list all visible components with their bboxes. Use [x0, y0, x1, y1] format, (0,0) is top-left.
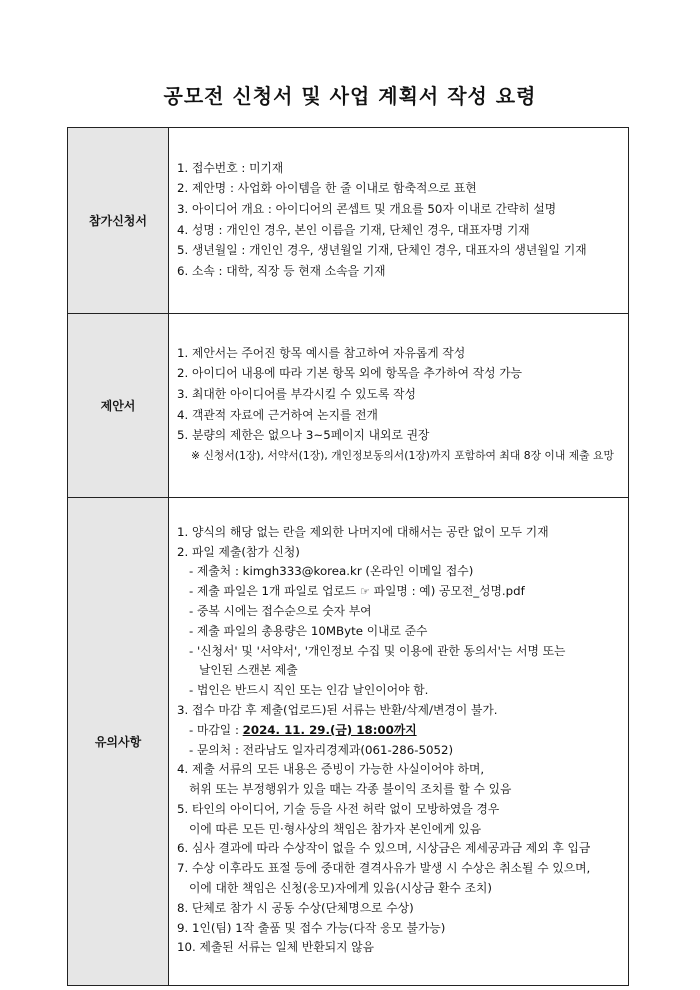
- file-name-rule: 파일명 : 예) 공모전_성명.pdf: [373, 584, 525, 599]
- list-item: 9. 1인(팀) 1작 출품 및 접수 가능(다작 응모 불가능): [177, 920, 446, 935]
- deadline-date: 2024. 11. 29.(금) 18:00까지: [242, 722, 417, 737]
- list-item-cont: 이에 대한 책임은 신청(응모)자에게 있음(시상금 환수 조치): [189, 881, 493, 896]
- sub-item-forms: - '신청서' 및 '서약서', '개인정보 수집 및 이용에 관한 동의서'는 서명 또는: [189, 643, 566, 658]
- sub-item-file: [177, 582, 620, 602]
- list-item: 7. 수상 이후라도 표절 등에 중대한 결격사유가 발생 시 수상은 취소될 수 있으며,: [177, 861, 591, 876]
- sub-item-contact: - 문의처 : 전라남도 일자리경제과(061-286-5052): [189, 742, 454, 757]
- section-label-proposal: 제안서: [68, 314, 169, 498]
- list-item-cont: 허위 또는 부정행위가 있을 때는 각종 불이익 조치를 할 수 있음: [189, 782, 512, 797]
- list-item: 1. 접수번호 : 미기재: [177, 160, 284, 175]
- guideline-table: [67, 127, 629, 986]
- list-item: 8. 단체로 참가 시 공동 수상(단체명으로 수상): [177, 900, 414, 915]
- section-body-notice: [169, 498, 629, 986]
- list-item: 5. 타인의 아이디어, 기술 등을 사전 허락 없이 모방하였을 경우: [177, 801, 500, 816]
- section-application: [68, 128, 629, 314]
- list-item: 5. 생년월일 : 개인인 경우, 생년월일 기재, 단체인 경우, 대표자의 생년월일 기재: [177, 243, 587, 258]
- sub-item-corp-seal: - 법인은 반드시 직인 또는 인감 날인이어야 함.: [189, 683, 429, 698]
- list-item: 6. 심사 결과에 따라 수상작이 없을 수 있으며, 시상금은 제세공과금 제외 후 입금: [177, 841, 591, 856]
- sub-item-submit-to: - 제출처 : kimgh333@korea.kr (온라인 이메일 접수): [189, 564, 474, 579]
- list-item: 3. 최대한 아이디어를 부각시킬 수 있도록 작성: [177, 386, 416, 401]
- document-title: 공모전 신청서 및 사업 계획서 작성 요령: [163, 84, 537, 108]
- sub-item-deadline: [177, 721, 620, 741]
- list-item: 4. 제출 서류의 모든 내용은 증빙이 가능한 사실이어야 하며,: [177, 762, 485, 777]
- sub-item-forms-cont: 날인된 스캔본 제출: [199, 663, 298, 678]
- list-item: 2. 제안명 : 사업화 아이템을 한 줄 이내로 함축적으로 표현: [177, 181, 477, 196]
- list-item: 1. 제안서는 주어진 항목 예시를 참고하여 자유롭게 작성: [177, 345, 466, 360]
- list-item: 2. 파일 제출(참가 신청): [177, 544, 300, 559]
- sub-item-duplicate: - 중복 시에는 접수순으로 숫자 부여: [189, 603, 372, 618]
- section-body-application: [169, 128, 629, 314]
- file-rule-text: - 제출 파일은 1개 파일로 업로드: [189, 584, 357, 599]
- deadline-label: - 마감일 :: [189, 722, 239, 737]
- list-item-cont: 이에 따른 모든 민·형사상의 책임은 참가자 본인에게 있음: [189, 821, 482, 836]
- list-item: 3. 아이디어 개요 : 아이디어의 콘셉트 및 개요를 50자 이내로 간략히 설명: [177, 201, 557, 216]
- list-item: 4. 성명 : 개인인 경우, 본인 이름을 기재, 단체인 경우, 대표자명 기재: [177, 222, 530, 237]
- section-label-application: 참가신청서: [68, 128, 169, 314]
- list-item: 1. 양식의 해당 없는 란을 제외한 나머지에 대해서는 공란 없이 모두 기재: [177, 524, 549, 539]
- page-limit-note: ※ 신청서(1장), 서약서(1장), 개인정보동의서(1장)까지 포함하여 최대 8장 이내 제출 요망: [191, 448, 614, 462]
- list-item: 5. 분량의 제한은 없으나 3~5페이지 내외로 권장: [177, 428, 430, 443]
- section-notice: [68, 498, 629, 986]
- pointing-hand-icon: ☞: [360, 585, 370, 599]
- list-item: 2. 아이디어 내용에 따라 기본 항목 외에 항목을 추가하여 작성 가능: [177, 366, 523, 381]
- sub-item-size: - 제출 파일의 총용량은 10MByte 이내로 준수: [189, 623, 428, 638]
- section-proposal: [68, 314, 629, 498]
- list-item: 4. 객관적 자료에 근거하여 논지를 전개: [177, 407, 378, 422]
- section-label-notice: 유의사항: [68, 498, 169, 986]
- list-item: 10. 제출된 서류는 일체 반환되지 않음: [177, 940, 375, 955]
- list-item: 6. 소속 : 대학, 직장 등 현재 소속을 기재: [177, 263, 386, 278]
- list-item: 3. 접수 마감 후 제출(업로드)된 서류는 반환/삭제/변경이 불가.: [177, 702, 498, 717]
- section-body-proposal: [169, 314, 629, 498]
